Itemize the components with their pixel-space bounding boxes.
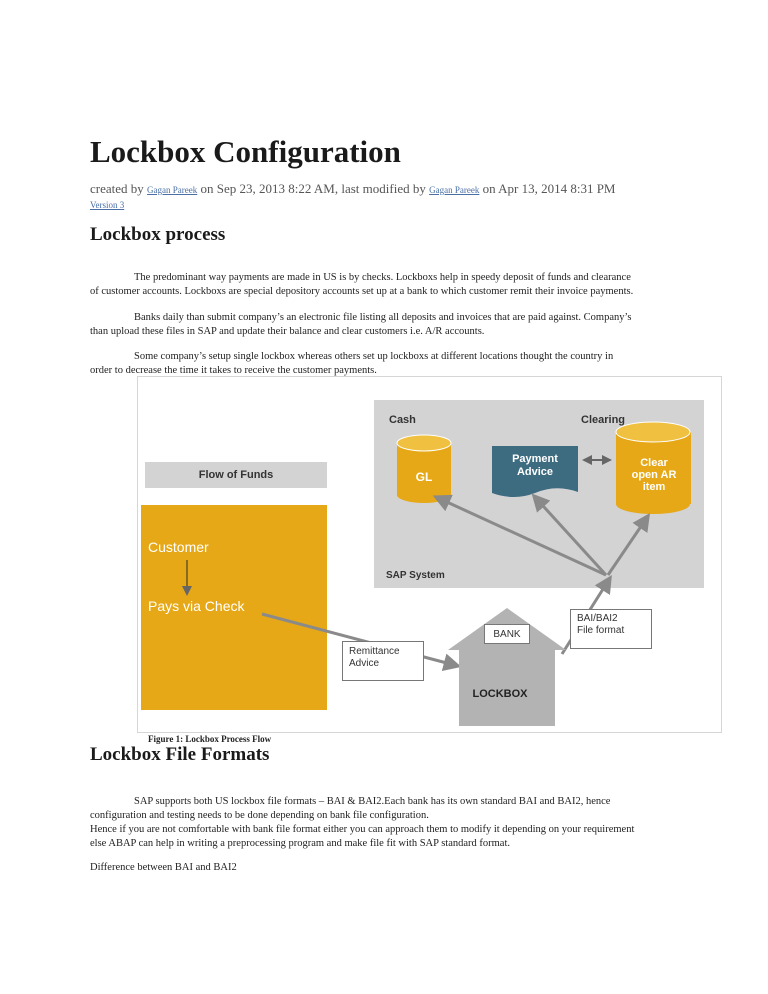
lockbox-label: LOCKBOX [472, 688, 528, 700]
bank-label: BANK [484, 624, 530, 644]
bai-line: File format [577, 625, 625, 636]
modified-author-link[interactable]: Gagan Pareek [429, 185, 480, 195]
remittance-line: Advice [349, 658, 380, 669]
clear-ar-line: Clear [640, 457, 668, 469]
paragraph-line: Some company’s setup single lockbox whereas others set up lockboxs at different locations thought the country in [134, 351, 614, 362]
clear-ar-label [617, 457, 691, 493]
paragraph-difference [90, 861, 690, 875]
paragraph-line: The predominant way payments are made in US is by checks. Lockboxs help in speedy deposit of funds and clearance [134, 272, 631, 283]
bai-file-format-box [570, 609, 652, 649]
paragraph-line: configuration and testing needs to be done depending on bank file configuration. [90, 810, 429, 821]
bai-to-clear-arrow [608, 516, 648, 575]
pays-via-check-label: Pays via Check [148, 598, 245, 614]
paragraph-line: SAP supports both US lockbox file formats – BAI & BAI2.Each bank has its own standard BAI and BAI2, hence [134, 796, 611, 807]
gl-database-icon [397, 435, 451, 503]
section-heading-file-formats: Lockbox File Formats [90, 744, 270, 765]
clear-ar-line: item [642, 481, 666, 493]
gl-label: GL [415, 470, 433, 484]
paragraph-line: else ABAP can help in writing a preprocessing program and make file fit with SAP standard format. [90, 838, 510, 849]
modified-date: on Apr 13, 2014 8:31 PM [482, 181, 616, 196]
payment-advice-label [492, 453, 578, 479]
paragraph-file-formats [90, 795, 690, 851]
payment-advice-line: Payment [512, 453, 558, 465]
page-title: Lockbox Configuration [90, 134, 401, 169]
flow-of-funds-label: Flow of Funds [145, 462, 327, 488]
paragraph-line: of customer accounts. Lockboxs are special depository accounts set up at a bank to which customer remit their invoice payments. [90, 286, 634, 297]
remittance-line: Remittance [349, 646, 400, 657]
created-author-link[interactable]: Gagan Pareek [147, 185, 198, 195]
version-link[interactable]: Version 3 [90, 200, 125, 210]
payment-advice-line: Advice [516, 466, 554, 478]
paragraph-line: Hence if you are not comfortable with bank file format either you can approach them to modify it depending on your requirement [90, 824, 635, 835]
bai-to-gl-arrow [436, 497, 606, 575]
paragraph-line: order to decrease the time it takes to receive the customer payments. [90, 365, 377, 376]
paragraph-line: than upload these files in SAP and update their balance and clear customers i.e. A/R accounts. [90, 326, 485, 337]
clearing-label: Clearing [581, 414, 626, 426]
bai-line: BAI/BAI2 [577, 613, 618, 624]
customer-label: Customer [148, 539, 209, 555]
remittance-advice-box [342, 641, 424, 681]
figure-caption: Figure 1: Lockbox Process Flow [148, 734, 272, 744]
paragraph-line: Difference between BAI and BAI2 [90, 862, 237, 873]
sap-system-label: SAP System [386, 570, 445, 581]
bai-to-payment-advice-arrow [534, 496, 606, 575]
cash-label: Cash [389, 414, 416, 426]
section-heading-lockbox-process: Lockbox process [90, 224, 226, 245]
clear-ar-line: open AR [631, 469, 677, 481]
paragraph-line: Banks daily than submit company’s an electronic file listing all deposits and invoices that are paid against. Company’s [134, 312, 632, 323]
created-date: on Sep 23, 2013 8:22 AM, last modified by [200, 181, 426, 196]
created-prefix: created by [90, 181, 144, 196]
